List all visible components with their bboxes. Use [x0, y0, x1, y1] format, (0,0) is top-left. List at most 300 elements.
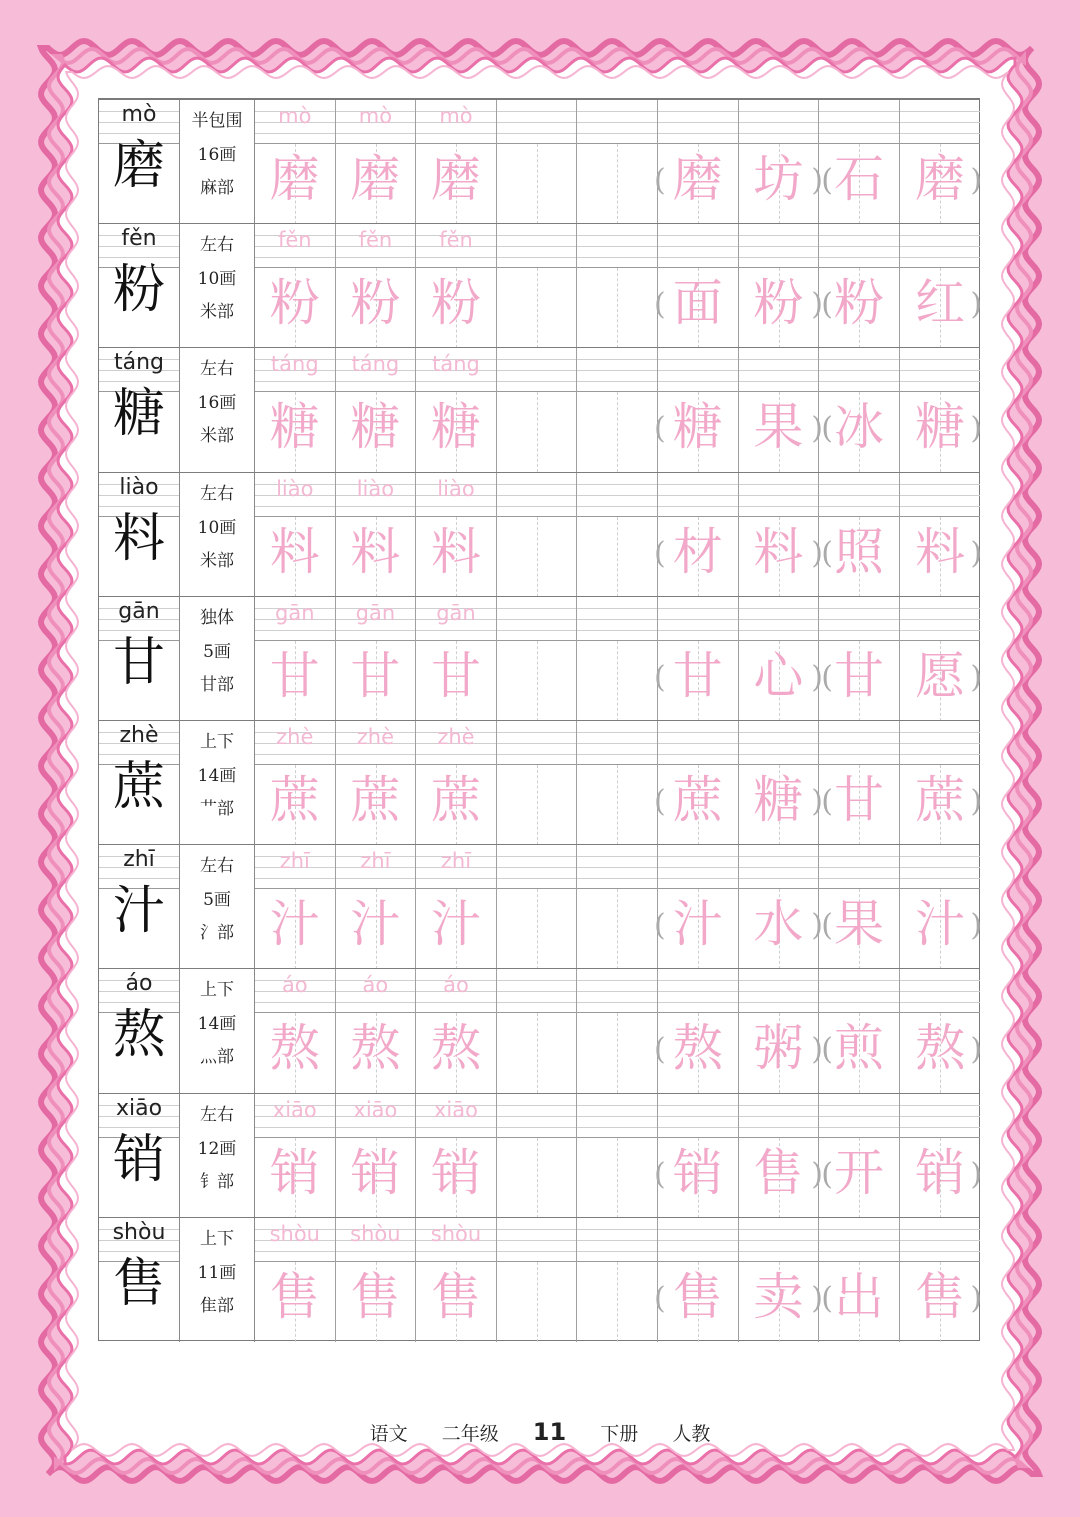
- trace-cell: [416, 721, 497, 845]
- pinyin-lines: [497, 597, 577, 641]
- word-cell: [819, 348, 900, 472]
- center-guide: [617, 268, 618, 348]
- word-cell: [900, 1218, 981, 1342]
- char-radical: 钅部: [200, 1171, 234, 1192]
- center-guide: [617, 889, 618, 969]
- char-header-cell: [99, 348, 180, 472]
- trace-pinyin: gān: [355, 600, 396, 625]
- pinyin-lines: [658, 473, 738, 517]
- trace-cell: [416, 1218, 497, 1342]
- word-cell: [739, 348, 820, 472]
- main-character: 粉: [112, 260, 165, 321]
- open-paren: (: [821, 535, 833, 571]
- char-header-cell: [99, 1218, 180, 1342]
- trace-character: 糖: [430, 398, 481, 457]
- trace-cell: [255, 100, 336, 224]
- trace-character: 售: [430, 1267, 481, 1326]
- trace-pinyin: táng: [270, 352, 319, 377]
- blank-practice-cell: [577, 721, 658, 845]
- char-info-cell: [180, 100, 255, 224]
- trace-cell: [416, 1094, 497, 1218]
- trace-character: 售: [269, 1267, 320, 1326]
- word-cell: [900, 100, 981, 224]
- trace-pinyin: zhī: [360, 849, 391, 874]
- open-paren: (: [654, 659, 666, 695]
- pinyin-label: fěn: [121, 226, 157, 252]
- center-guide: [617, 144, 618, 224]
- trace-pinyin: áo: [281, 973, 308, 998]
- char-radical: 隹部: [200, 1295, 234, 1316]
- trace-character: 汁: [430, 895, 481, 954]
- trace-character: 熬: [350, 1019, 401, 1078]
- char-radical: 米部: [200, 302, 234, 323]
- trace-cell: [336, 721, 417, 845]
- pinyin-lines: [577, 348, 657, 392]
- pinyin-lines: [658, 969, 738, 1013]
- blank-practice-cell: [577, 597, 658, 721]
- word-cell: [819, 721, 900, 845]
- trace-character: 销: [269, 1143, 320, 1202]
- pinyin-lines: [819, 1218, 899, 1262]
- pinyin-lines: [819, 224, 899, 268]
- word-character: 坊: [753, 150, 804, 208]
- trace-character: 糖: [269, 398, 320, 457]
- blank-practice-cell: [577, 100, 658, 224]
- word-cell: [739, 1094, 820, 1218]
- char-info-cell: [180, 1094, 255, 1218]
- word-character: 果: [753, 398, 804, 457]
- center-guide: [537, 765, 538, 845]
- trace-cell: [255, 1218, 336, 1342]
- trace-cell: [255, 969, 336, 1093]
- trace-character: 熬: [430, 1019, 481, 1078]
- word-character: 蔗: [672, 771, 723, 829]
- pinyin-lines: [739, 597, 819, 641]
- word-character: 销: [672, 1143, 723, 1202]
- pinyin-lines: [497, 473, 577, 517]
- open-paren: (: [654, 1280, 666, 1316]
- word-character: 愿: [915, 646, 966, 705]
- pinyin-lines: [819, 969, 899, 1013]
- word-cell: [739, 597, 820, 721]
- trace-character: 甘: [350, 646, 401, 705]
- word-cell: [819, 1218, 900, 1342]
- pinyin-lines: [497, 100, 577, 144]
- word-character: 料: [753, 522, 804, 581]
- trace-character: 蔗: [430, 771, 481, 829]
- pinyin-lines: [658, 1094, 738, 1138]
- char-radical: 麻部: [200, 178, 234, 198]
- main-character: 甘: [112, 632, 165, 693]
- main-character: 糖: [112, 384, 165, 445]
- word-cell: [739, 224, 820, 348]
- page-footer: [0, 1418, 1080, 1446]
- trace-cell: [416, 845, 497, 969]
- footer-volume: 下册: [600, 1423, 639, 1445]
- trace-pinyin: xiāo: [353, 1097, 398, 1122]
- char-strokes: 5画: [203, 641, 231, 662]
- trace-cell: [255, 473, 336, 597]
- word-character: 销: [915, 1143, 966, 1202]
- trace-character: 蔗: [269, 771, 320, 829]
- character-row: [99, 224, 983, 348]
- pinyin-lines: [739, 721, 819, 765]
- pinyin-lines: [497, 1094, 577, 1138]
- char-structure: 左右: [200, 235, 234, 256]
- open-paren: (: [654, 784, 666, 819]
- center-guide: [617, 392, 618, 472]
- blank-practice-cell: [497, 1094, 578, 1218]
- pinyin-lines: [900, 348, 981, 392]
- word-character: 磨: [915, 150, 966, 208]
- word-character: 售: [753, 1143, 804, 1202]
- char-header-cell: [99, 100, 180, 224]
- word-cell: [819, 1094, 900, 1218]
- pinyin-lines: [577, 100, 657, 144]
- trace-character: 磨: [430, 150, 481, 208]
- trace-pinyin: táng: [351, 352, 400, 377]
- trace-pinyin: zhè: [437, 725, 475, 749]
- blank-practice-cell: [577, 969, 658, 1093]
- center-guide: [617, 1262, 618, 1342]
- char-info-cell: [180, 348, 255, 472]
- pinyin-label: áo: [125, 971, 153, 997]
- trace-character: 糖: [350, 398, 401, 457]
- pinyin-lines: [497, 348, 577, 392]
- word-cell: [900, 224, 981, 348]
- word-character: 熬: [915, 1019, 966, 1078]
- word-cell: [658, 721, 739, 845]
- main-character: 蔗: [112, 757, 165, 817]
- trace-cell: [336, 1094, 417, 1218]
- char-strokes: 16画: [197, 393, 237, 414]
- word-character: 卖: [753, 1267, 804, 1326]
- char-header-cell: [99, 1094, 180, 1218]
- close-paren: ): [811, 163, 823, 198]
- char-info-cell: [180, 1218, 255, 1342]
- main-character: 磨: [112, 136, 165, 196]
- pinyin-lines: [819, 348, 899, 392]
- pinyin-lines: [900, 969, 981, 1013]
- pinyin-label: táng: [113, 350, 164, 376]
- word-character: 汁: [672, 895, 723, 954]
- word-cell: [900, 473, 981, 597]
- char-info-cell: [180, 721, 255, 845]
- character-row: [99, 1218, 983, 1342]
- trace-pinyin: liào: [356, 476, 395, 501]
- trace-pinyin: zhī: [440, 849, 472, 874]
- pinyin-lines: [497, 721, 577, 765]
- pinyin-lines: [497, 969, 577, 1013]
- blank-practice-cell: [497, 224, 578, 348]
- char-strokes: 5画: [203, 890, 231, 911]
- pinyin-lines: [658, 224, 738, 268]
- trace-character: 蔗: [350, 771, 401, 829]
- word-cell: [739, 845, 820, 969]
- word-cell: [658, 969, 739, 1093]
- pinyin-lines: [577, 597, 657, 641]
- trace-character: 甘: [269, 646, 320, 705]
- word-character: 开: [833, 1143, 884, 1202]
- pinyin-lines: [739, 100, 819, 144]
- open-paren: (: [821, 1280, 833, 1316]
- trace-cell: [416, 969, 497, 1093]
- word-character: 粉: [833, 274, 884, 333]
- trace-cell: [255, 348, 336, 472]
- open-paren: (: [821, 659, 833, 695]
- center-guide: [537, 1013, 538, 1093]
- blank-practice-cell: [497, 597, 578, 721]
- word-character: 磨: [672, 150, 723, 208]
- char-info-cell: [180, 473, 255, 597]
- char-strokes: 10画: [197, 517, 237, 538]
- char-info-cell: [180, 969, 255, 1093]
- word-character: 甘: [833, 771, 884, 829]
- pinyin-lines: [900, 1218, 981, 1262]
- trace-character: 熬: [269, 1019, 320, 1078]
- word-character: 红: [915, 274, 966, 333]
- trace-cell: [336, 473, 417, 597]
- char-structure: 半包围: [191, 111, 243, 131]
- open-paren: (: [821, 908, 833, 944]
- main-character: 销: [112, 1129, 165, 1190]
- trace-cell: [336, 1218, 417, 1342]
- pinyin-lines: [739, 1218, 819, 1262]
- center-guide: [617, 641, 618, 721]
- word-cell: [819, 473, 900, 597]
- word-cell: [900, 721, 981, 845]
- char-strokes: 10画: [197, 269, 237, 290]
- blank-practice-cell: [577, 473, 658, 597]
- word-cell: [658, 100, 739, 224]
- word-cell: [739, 969, 820, 1093]
- pinyin-lines: [577, 845, 657, 889]
- trace-cell: [336, 969, 417, 1093]
- blank-practice-cell: [497, 1218, 578, 1342]
- open-paren: (: [821, 411, 833, 447]
- word-cell: [739, 721, 820, 845]
- footer-edition: 人教: [672, 1423, 711, 1445]
- trace-pinyin: shòu: [430, 1221, 482, 1246]
- center-guide: [537, 641, 538, 721]
- blank-practice-cell: [497, 845, 578, 969]
- word-character: 冰: [833, 398, 884, 457]
- close-paren: ): [811, 411, 823, 447]
- center-guide: [617, 1138, 618, 1218]
- pinyin-lines: [900, 845, 981, 889]
- word-character: 粉: [753, 274, 804, 333]
- pinyin-lines: [739, 969, 819, 1013]
- trace-cell: [336, 845, 417, 969]
- pinyin-lines: [658, 597, 738, 641]
- main-character: 汁: [112, 881, 165, 942]
- word-cell: [900, 348, 981, 472]
- pinyin-lines: [819, 473, 899, 517]
- trace-pinyin: táng: [432, 352, 480, 377]
- character-row: [99, 845, 983, 969]
- close-paren: ): [970, 908, 983, 944]
- center-guide: [537, 268, 538, 348]
- pinyin-lines: [739, 1094, 819, 1138]
- pinyin-label: zhī: [123, 847, 155, 873]
- char-header-cell: [99, 597, 180, 721]
- trace-character: 汁: [350, 895, 401, 954]
- trace-pinyin: zhè: [276, 725, 314, 749]
- pinyin-lines: [577, 969, 657, 1013]
- word-character: 甘: [833, 646, 884, 705]
- footer-grade: 二年级: [441, 1423, 499, 1445]
- blank-practice-cell: [497, 100, 578, 224]
- close-paren: ): [811, 1032, 823, 1068]
- trace-pinyin: fěn: [358, 228, 393, 253]
- center-guide: [537, 144, 538, 224]
- char-radical: 灬部: [200, 1047, 234, 1068]
- pinyin-lines: [819, 1094, 899, 1138]
- pinyin-lines: [658, 1218, 738, 1262]
- word-cell: [658, 1218, 739, 1342]
- word-cell: [658, 473, 739, 597]
- trace-pinyin: xiāo: [433, 1097, 478, 1122]
- char-info-cell: [180, 224, 255, 348]
- open-paren: (: [654, 163, 666, 198]
- close-paren: ): [970, 1156, 983, 1192]
- close-paren: ): [811, 535, 823, 571]
- char-structure: 上下: [200, 1228, 234, 1249]
- trace-pinyin: liào: [276, 476, 314, 501]
- page-number: 11: [532, 1418, 567, 1446]
- word-cell: [658, 348, 739, 472]
- blank-practice-cell: [497, 348, 578, 472]
- char-radical: 米部: [200, 550, 234, 571]
- word-character: 面: [672, 274, 723, 333]
- trace-pinyin: áo: [443, 973, 469, 998]
- word-character: 熬: [672, 1019, 723, 1078]
- trace-pinyin: shòu: [350, 1221, 401, 1246]
- close-paren: ): [970, 535, 983, 571]
- trace-cell: [416, 597, 497, 721]
- pinyin-lines: [739, 845, 819, 889]
- char-radical: 米部: [200, 426, 234, 447]
- open-paren: (: [654, 1156, 666, 1192]
- center-guide: [537, 1262, 538, 1342]
- char-radical: 艹部: [200, 799, 234, 819]
- blank-practice-cell: [577, 1094, 658, 1218]
- trace-pinyin: mò: [439, 104, 473, 128]
- pinyin-lines: [658, 721, 738, 765]
- character-row: [99, 1094, 983, 1218]
- word-character: 石: [833, 150, 884, 208]
- trace-pinyin: fěn: [277, 228, 312, 253]
- pinyin-lines: [577, 473, 657, 517]
- trace-cell: [336, 597, 417, 721]
- trace-pinyin: gān: [275, 600, 315, 625]
- char-radical: 甘部: [200, 674, 234, 695]
- pinyin-lines: [577, 224, 657, 268]
- character-row: [99, 348, 983, 472]
- char-info-cell: [180, 597, 255, 721]
- trace-character: 料: [269, 522, 320, 581]
- trace-character: 粉: [350, 274, 401, 333]
- open-paren: (: [654, 908, 666, 944]
- character-row: [99, 597, 983, 721]
- word-cell: [658, 597, 739, 721]
- open-paren: (: [821, 784, 833, 819]
- center-guide: [537, 392, 538, 472]
- char-structure: 上下: [200, 732, 234, 752]
- word-cell: [819, 845, 900, 969]
- pinyin-lines: [658, 348, 738, 392]
- char-structure: 上下: [200, 980, 234, 1001]
- close-paren: ): [970, 784, 983, 819]
- trace-pinyin: zhè: [356, 725, 395, 749]
- close-paren: ): [970, 1032, 983, 1068]
- trace-cell: [416, 473, 497, 597]
- trace-character: 甘: [430, 646, 481, 705]
- word-character: 汁: [915, 895, 966, 954]
- pinyin-lines: [739, 348, 819, 392]
- character-row: [99, 721, 983, 845]
- pinyin-lines: [900, 597, 981, 641]
- pinyin-lines: [577, 1218, 657, 1262]
- char-strokes: 12画: [197, 1138, 237, 1159]
- trace-cell: [416, 224, 497, 348]
- open-paren: (: [821, 1032, 833, 1068]
- center-guide: [617, 765, 618, 845]
- pinyin-lines: [819, 721, 899, 765]
- pinyin-lines: [497, 224, 577, 268]
- center-guide: [617, 1013, 618, 1093]
- word-cell: [658, 224, 739, 348]
- pinyin-lines: [497, 845, 577, 889]
- word-character: 售: [915, 1267, 966, 1326]
- pinyin-lines: [739, 224, 819, 268]
- word-cell: [658, 845, 739, 969]
- trace-character: 料: [430, 522, 481, 581]
- trace-cell: [255, 224, 336, 348]
- trace-character: 磨: [350, 150, 401, 208]
- footer-subject: 语文: [369, 1423, 408, 1445]
- close-paren: ): [811, 659, 823, 695]
- trace-character: 粉: [430, 274, 481, 333]
- word-cell: [900, 597, 981, 721]
- character-row: [99, 100, 983, 224]
- trace-pinyin: liào: [437, 476, 475, 501]
- pinyin-lines: [900, 100, 981, 144]
- trace-cell: [255, 845, 336, 969]
- pinyin-label: mò: [121, 102, 157, 127]
- trace-character: 销: [350, 1143, 401, 1202]
- pinyin-lines: [900, 1094, 981, 1138]
- center-guide: [617, 517, 618, 597]
- word-cell: [900, 845, 981, 969]
- char-structure: 左右: [200, 856, 234, 877]
- blank-practice-cell: [577, 845, 658, 969]
- trace-pinyin: xiāo: [272, 1097, 317, 1122]
- trace-cell: [255, 597, 336, 721]
- word-character: 糖: [915, 398, 966, 457]
- word-cell: [819, 100, 900, 224]
- word-character: 糖: [672, 398, 723, 457]
- pinyin-label: liào: [119, 474, 159, 500]
- word-character: 出: [833, 1267, 884, 1326]
- trace-character: 粉: [269, 274, 320, 333]
- blank-practice-cell: [577, 224, 658, 348]
- trace-character: 销: [430, 1143, 481, 1202]
- trace-character: 售: [350, 1267, 401, 1326]
- pinyin-lines: [819, 100, 899, 144]
- trace-cell: [255, 721, 336, 845]
- trace-character: 料: [350, 522, 401, 581]
